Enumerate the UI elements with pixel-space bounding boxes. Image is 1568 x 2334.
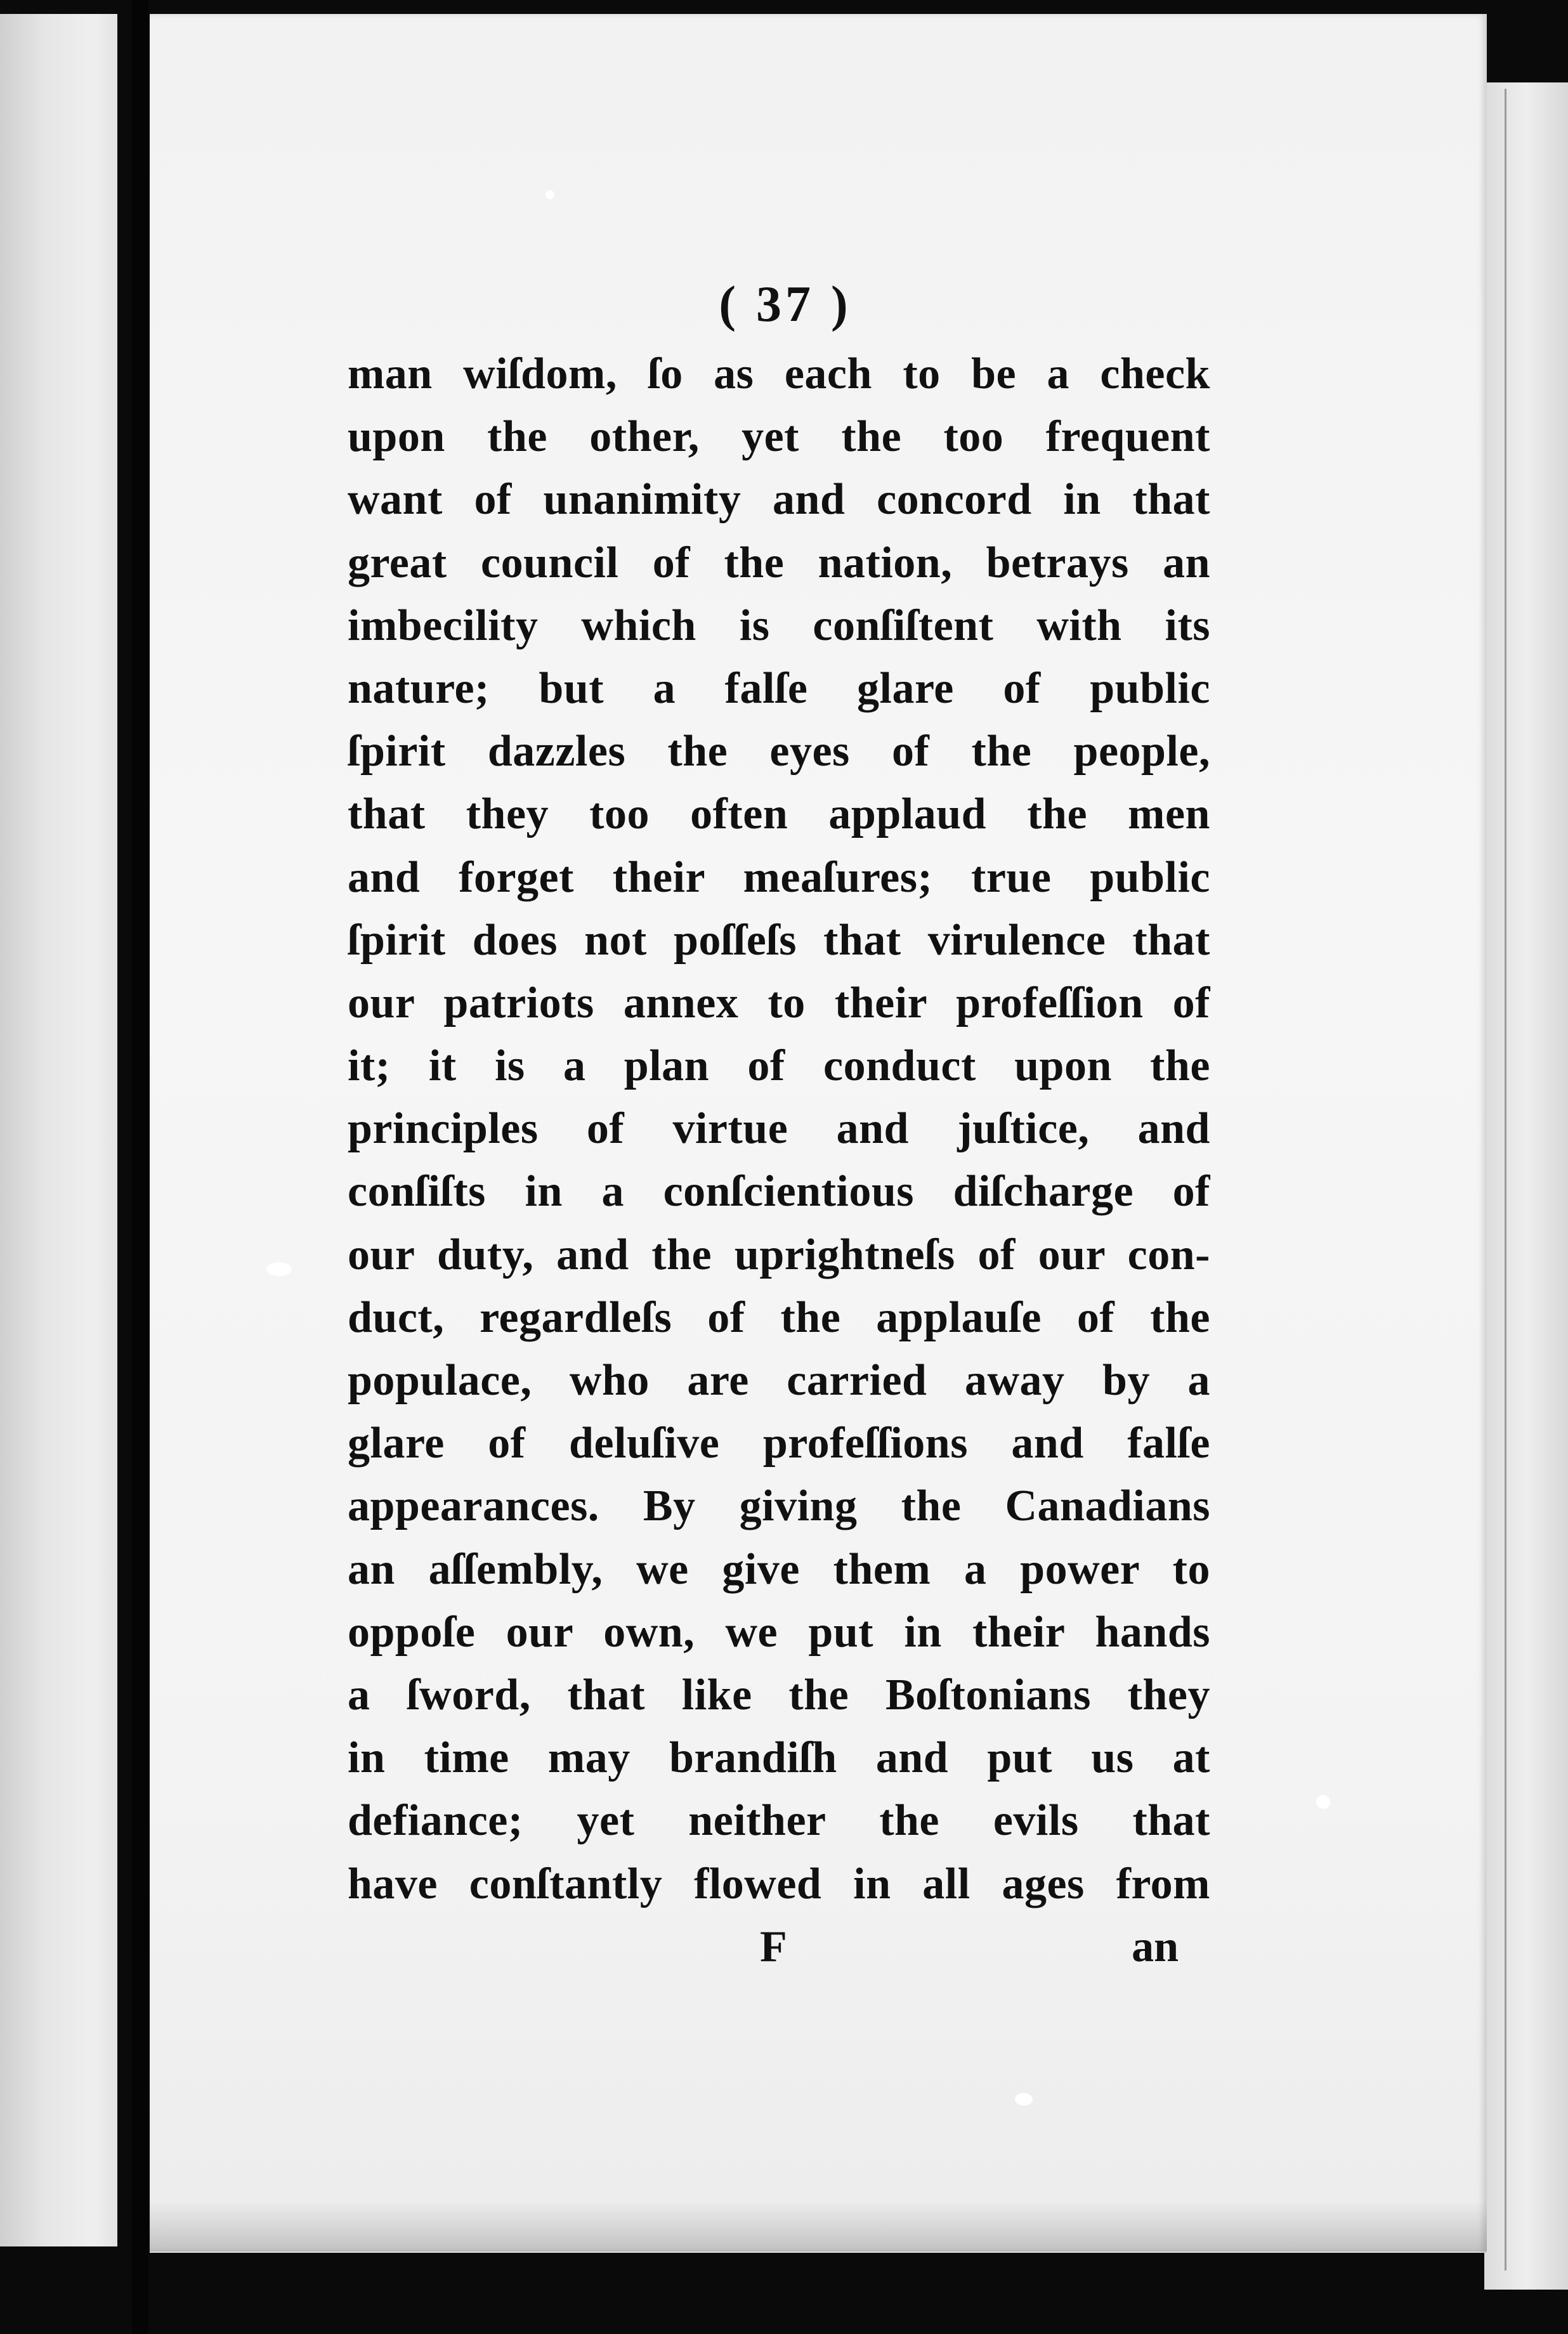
text-line: conſiſts in a conſcientious diſcharge of <box>348 1167 1210 1216</box>
text-line: glare of deluſive profeſſions and falſe <box>348 1419 1210 1468</box>
text-line: defiance; yet neither the evils that <box>348 1796 1210 1846</box>
text-line: a ſword, that like the Boſtonians they <box>348 1670 1210 1719</box>
book-gutter <box>132 0 148 2334</box>
facing-page-edge <box>0 14 117 2246</box>
catchword: an <box>1132 1922 1179 1971</box>
text-line: it; it is a plan of conduct upon the <box>348 1041 1210 1091</box>
text-line: in time may brandiſh and put us at <box>348 1733 1210 1783</box>
text-line: want of unanimity and concord in that <box>348 475 1210 525</box>
text-line: our duty, and the uprightneſs of our con- <box>348 1230 1210 1279</box>
text-line: have conſtantly flowed in all ages from <box>348 1859 1210 1908</box>
page-footer <box>348 1922 1179 1985</box>
text-line: great council of the nation, betrays an <box>348 538 1210 587</box>
text-line: upon the other, yet the too frequent <box>348 412 1210 462</box>
paper-speck <box>1015 2093 1033 2106</box>
page-number: ( 37 ) <box>719 277 852 332</box>
text-line: principles of virtue and juſtice, and <box>348 1104 1210 1154</box>
text-line: ſpirit does not poſſeſs that virulence that <box>348 915 1210 965</box>
text-line: an aſſembly, we give them a power to <box>348 1544 1210 1594</box>
text-lines <box>348 342 1210 1915</box>
text-line: appearances. By giving the Canadians <box>348 1482 1210 1531</box>
paper-speck <box>546 190 554 199</box>
text-line: that they too often applaud the men <box>348 790 1210 839</box>
text-line: man wiſdom, ſo as each to be a check <box>348 349 1210 398</box>
text-line: duct, regardleſs of the applauſe of the <box>348 1293 1210 1342</box>
paper-speck <box>266 1262 292 1276</box>
page-edge-line <box>1505 89 1506 2271</box>
back-pages-edge <box>1484 82 1568 2290</box>
text-line: ſpirit dazzles the eyes of the people, <box>348 727 1210 776</box>
text-line: imbecility which is conſiſtent with its <box>348 601 1210 650</box>
signature-mark: F <box>760 1922 787 1971</box>
paper-speck <box>1316 1795 1330 1809</box>
page-text <box>348 266 1210 1915</box>
text-line: and forget their meaſures; true public <box>348 852 1210 902</box>
text-line: oppoſe our own, we put in their hands <box>348 1607 1210 1657</box>
text-line: populace, who are carried away by a <box>348 1356 1210 1405</box>
page-shadow <box>150 2201 1487 2252</box>
text-line: nature; but a falſe glare of public <box>348 663 1210 713</box>
text-line: our patriots annex to their profeſſion of <box>348 978 1210 1027</box>
